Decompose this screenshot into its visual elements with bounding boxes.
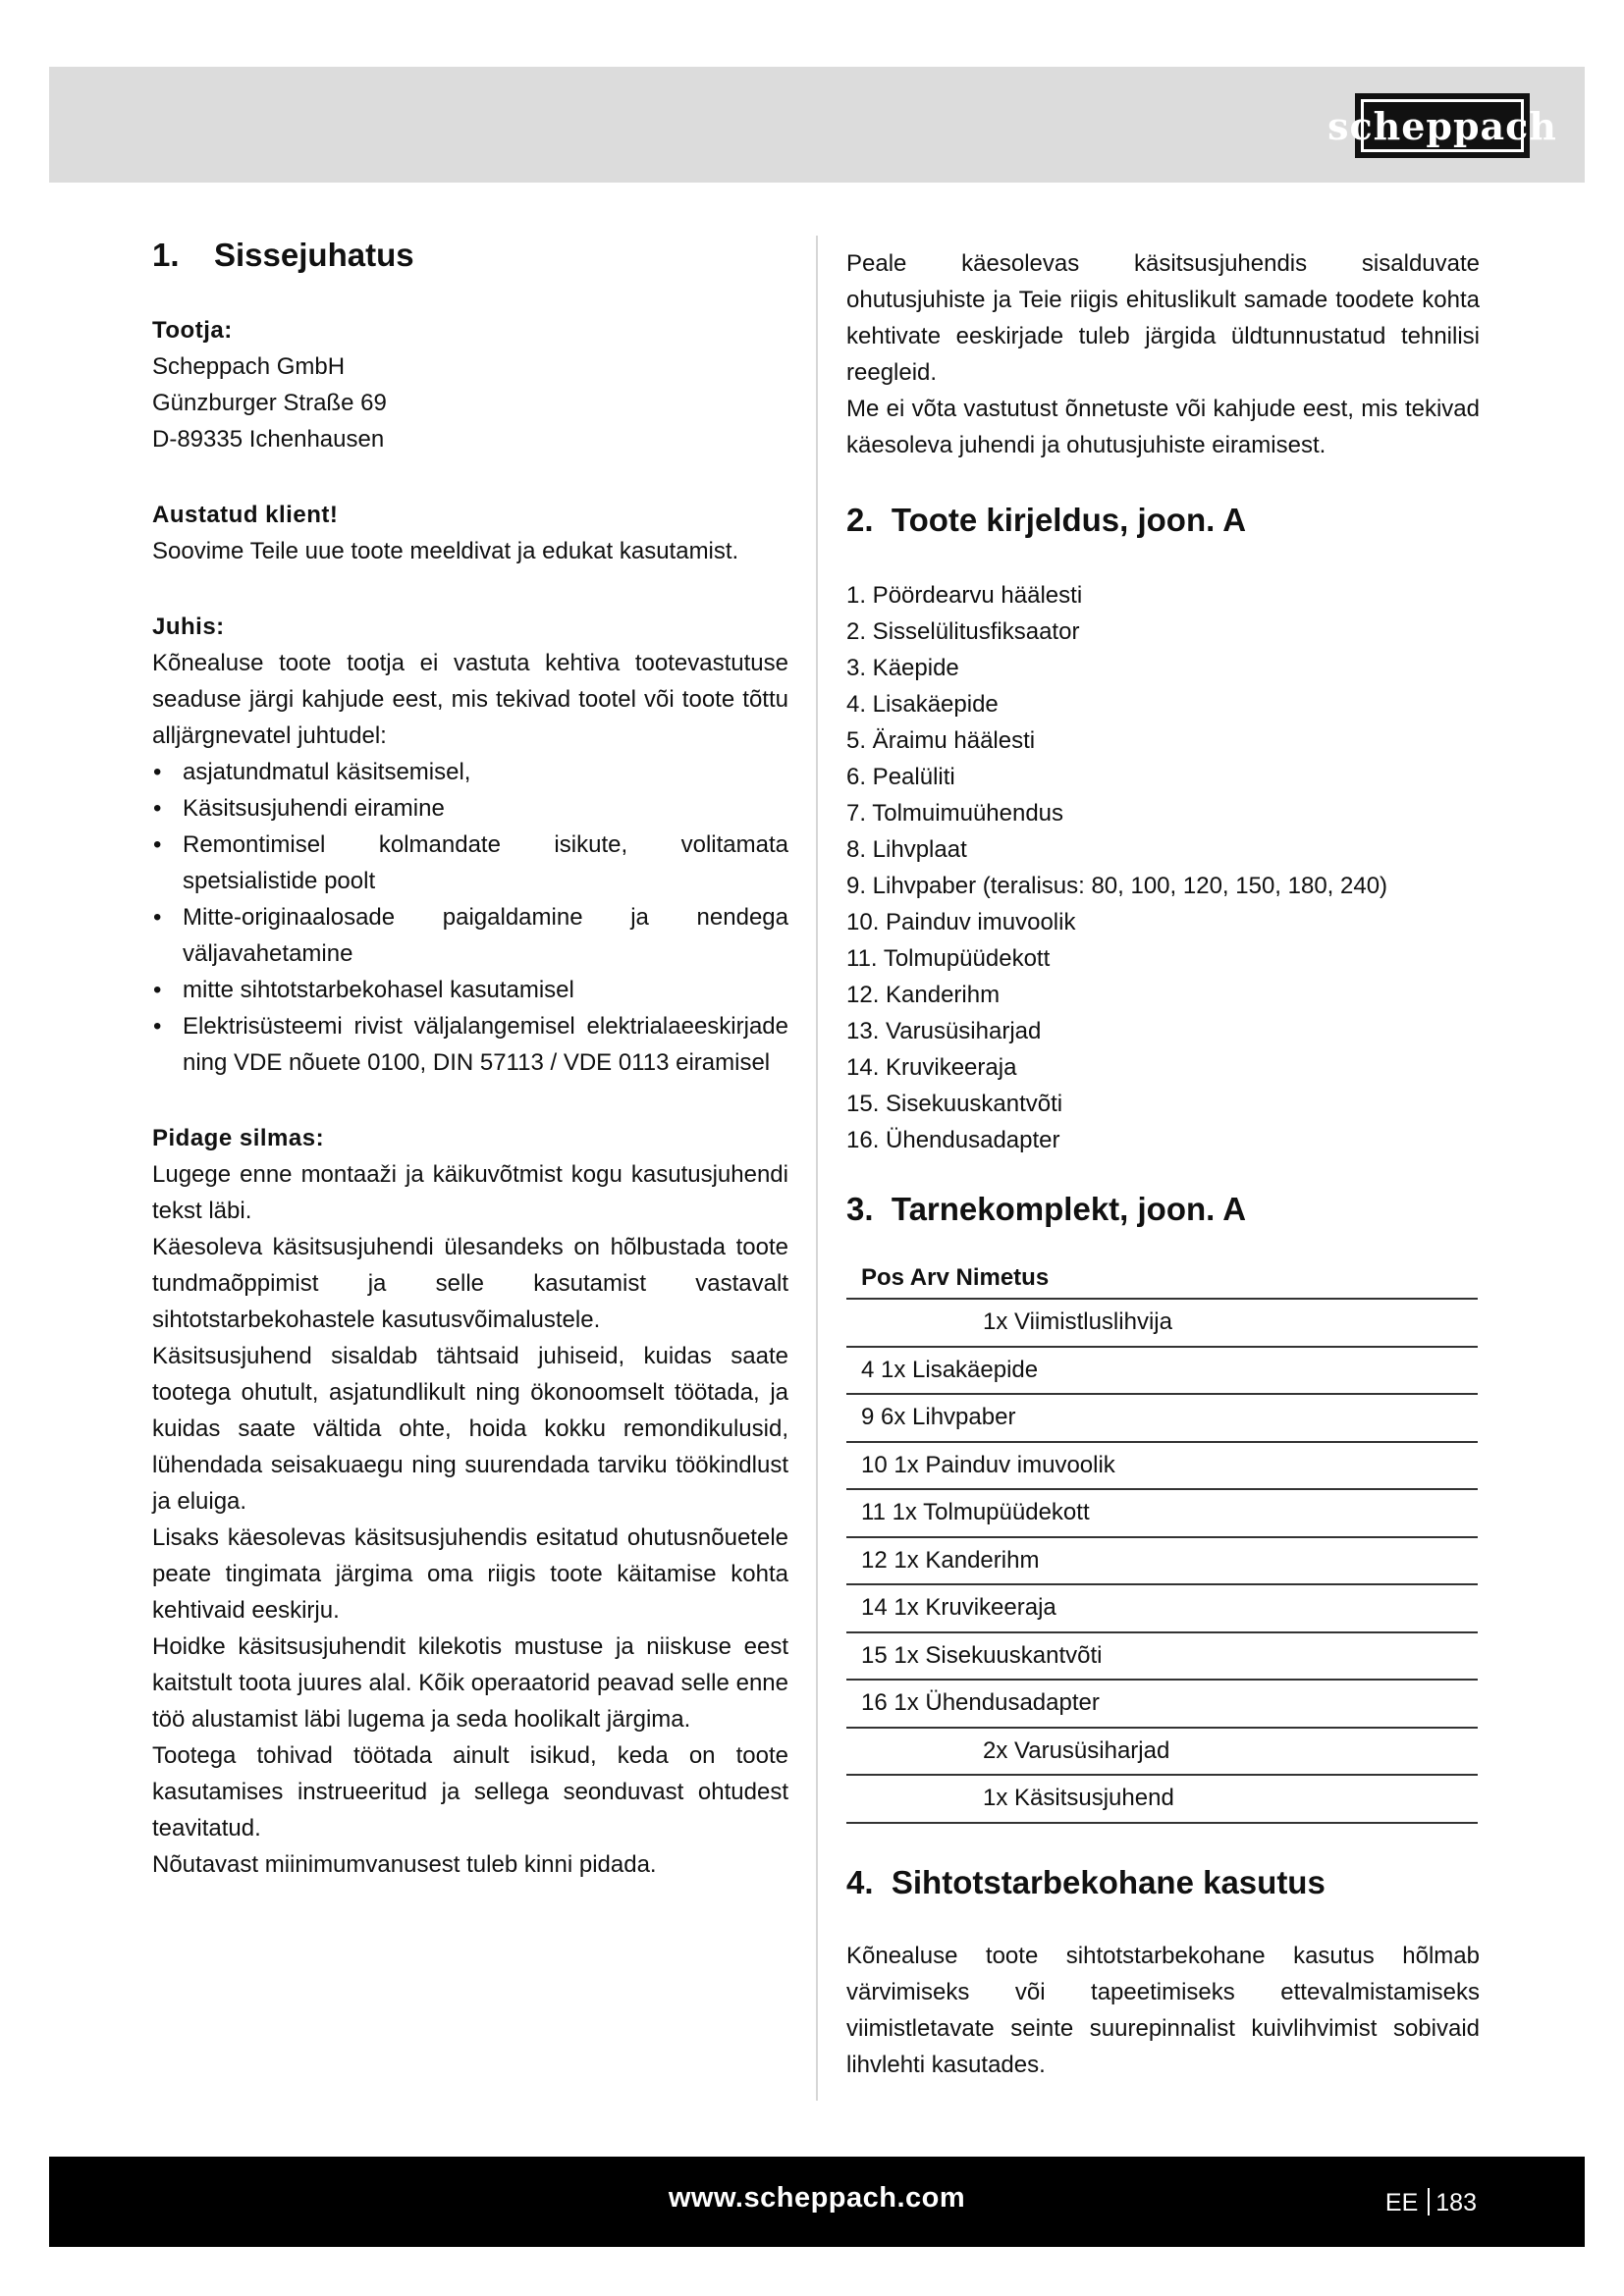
note-heading: Juhis:: [152, 614, 225, 640]
list-item: 3. Käepide: [846, 655, 959, 681]
manufacturer-heading: Tootja:: [152, 317, 233, 344]
attention-paragraph: Hoidke käsitsusjuhendit kilekotis mustuse ja niiskuse eest kaitstult toota juures alal. Kõik operaatorid peavad selle enne töö alustamist läbi lugema ja seda hoolikalt järgima.: [152, 1633, 788, 1733]
page-number: 183: [1435, 2189, 1477, 2216]
customer-text: Soovime Teile uue toote meeldivat ja edukat kasutamist.: [152, 538, 739, 564]
language-code: EE: [1384, 2189, 1419, 2216]
list-item: 14. Kruvikeeraja: [846, 1054, 1017, 1081]
separator: [1428, 2188, 1430, 2216]
table-row: 1x Viimistluslihvija: [846, 1300, 1478, 1348]
table-row: 1x Käsitsusjuhend: [846, 1776, 1478, 1824]
list-item: • Remontimisel kolmandate isikute, volitamata spetsialistide poolt: [152, 827, 788, 899]
attention-paragraph: Käesoleva käsitsusjuhendi ülesandeks on hõlbustada toote tundmaõppimist ja selle kasutamist vastavalt sihtotstarbekohastele kasutusvõimalustele.: [152, 1234, 788, 1333]
intro-paragraph: Me ei võta vastutust õnnetuste või kahjude eest, mis tekivad käesoleva juhendi ja ohutusjuhiste eiramisest.: [846, 396, 1480, 458]
attention-paragraph: Tootega tohivad töötada ainult isikud, keda on toote kasutamises instrueeritud ja sellega seonduvast ohtudest teavitatud.: [152, 1742, 788, 1842]
list-item: 6. Pealüliti: [846, 764, 955, 790]
manufacturer-line: Scheppach GmbH: [152, 353, 346, 380]
list-item: 16. Ühendusadapter: [846, 1127, 1060, 1153]
section-1-heading: 1. Sissejuhatus: [152, 237, 414, 273]
list-item: • mitte sihtotstarbekohasel kasutamisel: [152, 972, 788, 1008]
list-item: 13. Varusüsiharjad: [846, 1018, 1042, 1044]
table-row: 2x Varusüsiharjad: [846, 1729, 1478, 1777]
left-column: [152, 236, 788, 1883]
header-band: [49, 67, 1585, 183]
table-header: Pos Arv Nimetus: [846, 1258, 1478, 1300]
list-item: 15. Sisekuuskantvõti: [846, 1091, 1063, 1117]
list-item: • asjatundmatul käsitsemisel,: [152, 754, 788, 790]
footer-bar: [49, 2157, 1585, 2247]
note-bullet-list: [152, 754, 788, 1081]
table-row: 4 1x Lisakäepide: [846, 1348, 1478, 1396]
list-item: 11. Tolmupüüdekott: [846, 945, 1051, 972]
column-divider: [816, 236, 818, 2101]
list-item: 7. Tolmuimuühendus: [846, 800, 1064, 827]
section-4-text: Kõnealuse toote sihtotstarbekohane kasutus hõlmab värvimiseks või tapeetimiseks ettevalmistamiseks viimistletavate seinte suurepinnalist kuivlihvimist sobivaid lihvlehti kasutades.: [846, 1942, 1480, 2078]
section-4-heading: 4. Sihtotstarbekohane kasutus: [846, 1863, 1326, 1900]
list-item: • Käsitsusjuhendi eiramine: [152, 790, 788, 827]
page-indicator: [1385, 2188, 1477, 2217]
list-item: 10. Painduv imuvoolik: [846, 909, 1076, 935]
list-item: 5. Äraimu häälesti: [846, 727, 1036, 754]
table-row: 10 1x Painduv imuvoolik: [846, 1443, 1478, 1491]
list-item: 8. Lihvplaat: [846, 836, 967, 863]
list-item: • Mitte-originaalosade paigaldamine ja nendega väljavahetamine: [152, 899, 788, 972]
note-intro: Kõnealuse toote tootja ei vastuta kehtiva tootevastutuse seaduse järgi kahjude eest, mis tekivad tootel või toote tõttu alljärgnevatel juhtudel:: [152, 650, 788, 749]
list-item: • Elektrisüsteemi rivist väljalangemisel elektrialaeeskirjade ning VDE nõuete 0100, DIN 57113 / VDE 0113 eiramisel: [152, 1008, 788, 1081]
table-row: 9 6x Lihvpaber: [846, 1395, 1478, 1443]
section-3-heading: 3. Tarnekomplekt, joon. A: [846, 1191, 1247, 1227]
list-item: 1. Pöördearvu häälesti: [846, 582, 1083, 609]
table-row: 16 1x Ühendusadapter: [846, 1681, 1478, 1729]
manufacturer-line: Günzburger Straße 69: [152, 390, 387, 416]
table-row: 11 1x Tolmupüüdekott: [846, 1490, 1478, 1538]
delivery-table: [846, 1258, 1478, 1824]
product-parts-list: [846, 577, 1480, 1158]
table-row: 12 1x Kanderihm: [846, 1538, 1478, 1586]
website-link[interactable]: www.scheppach.com: [668, 2182, 966, 2214]
list-item: 9. Lihvpaber (teralisus: 80, 100, 120, 150, 180, 240): [846, 873, 1388, 899]
attention-paragraph: Käsitsusjuhend sisaldab tähtsaid juhiseid, kuidas saate tootega ohutult, asjatundlikult ning ökonoomselt töötada, ja kuidas saate vältida ohte, hoida kokku remondikulusid, lühendada seisakuaegu ning suurendada tarviku töökindlust ja eluiga.: [152, 1343, 788, 1515]
right-column: [846, 245, 1480, 2083]
scheppach-logo: scheppach: [1355, 93, 1530, 158]
list-item: 12. Kanderihm: [846, 982, 1001, 1008]
list-item: 2. Sisselülitusfiksaator: [846, 618, 1080, 645]
attention-heading: Pidage silmas:: [152, 1125, 325, 1151]
table-row: 15 1x Sisekuuskantvõti: [846, 1633, 1478, 1682]
customer-heading: Austatud klient!: [152, 502, 339, 528]
manufacturer-line: D-89335 Ichenhausen: [152, 426, 385, 453]
section-2-heading: 2. Toote kirjeldus, joon. A: [846, 502, 1247, 538]
attention-paragraph: Lugege enne montaaži ja käikuvõtmist kogu kasutusjuhendi tekst läbi.: [152, 1161, 788, 1224]
intro-paragraph: Peale käesolevas käsitsusjuhendis sisalduvate ohutusjuhiste ja Teie riigis ehituslikult samade toodete kohta kehtivate eeskirjade tuleb järgida üldtunnustatud tehnilisi reegleid.: [846, 250, 1480, 386]
attention-paragraph: Nõutavast miinimumvanusest tuleb kinni pidada.: [152, 1851, 657, 1878]
table-row: 14 1x Kruvikeeraja: [846, 1585, 1478, 1633]
list-item: 4. Lisakäepide: [846, 691, 999, 718]
attention-paragraph: Lisaks käesolevas käsitsusjuhendis esitatud ohutusnõuetele peate tingimata järgima oma riigis toote käitamise kohta kehtivaid eeskirju.: [152, 1524, 788, 1624]
